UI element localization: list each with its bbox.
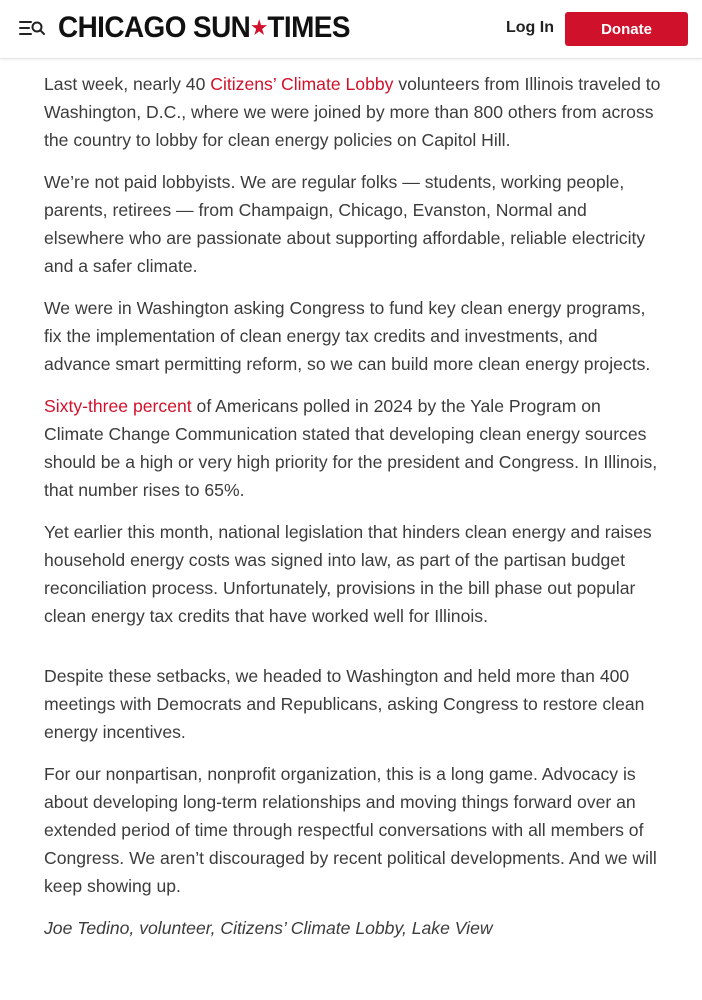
logo-text-right: TIMES — [267, 11, 350, 44]
sixty-three-percent-link[interactable]: Sixty-three percent — [44, 396, 192, 416]
paragraph-4-text-after: of Americans polled in 2024 by the Yale Program on Climate Change Communication stated that developing clean energy sources should be a high or very high priority for the president and Congress. In Illinois, that number rises to 65%. — [44, 396, 658, 500]
logo-text-left: CHICAGO SUN — [58, 11, 251, 44]
paragraph-6: Despite these setbacks, we headed to Washington and held more than 400 meetings with Democrats and Republicans, asking Congress to restore clean energy incentives. — [44, 666, 645, 742]
menu-search-icon[interactable] — [18, 17, 46, 41]
paragraph-7: For our nonpartisan, nonprofit organization, this is a long game. Advocacy is about developing long-term relationships and moving things forward over an extended period of time through respectful conversations with all members of Congress. We aren’t discouraged by recent political developments. And we will keep showing up. — [44, 764, 657, 896]
site-logo[interactable] — [58, 11, 350, 45]
paragraph-5: Yet earlier this month, national legislation that hinders clean energy and raises household energy costs was signed into law, as part of the partisan budget reconciliation process. Unfortunately, provisions in the bill phase out popular clean energy tax credits that have worked well for Illinois. — [44, 522, 652, 626]
article-body — [44, 70, 664, 956]
login-link[interactable]: Log In — [506, 19, 554, 36]
paragraph-3: We were in Washington asking Congress to fund key clean energy programs, fix the implementation of clean energy tax credits and investments, and advance smart permitting reform, so we can build more clean energy projects. — [44, 298, 651, 374]
paragraph-1-text-after: volunteers from Illinois traveled to Washington, D.C., where we were joined by more than 800 others from across the country to lobby for clean energy policies on Capitol Hill. — [44, 74, 661, 150]
paragraph-1 — [44, 70, 664, 154]
citizens-climate-lobby-link[interactable]: Citizens’ Climate Lobby — [210, 74, 394, 94]
site-header — [0, 0, 702, 59]
paragraph-2: We’re not paid lobbyists. We are regular folks — students, working people, parents, retirees — from Champaign, Chicago, Evanston, Normal and elsewhere who are passionate about supporting affordable, reliable electricity and a safer climate. — [44, 172, 646, 276]
logo-star-icon: ★ — [251, 18, 267, 39]
donate-button[interactable]: Donate — [565, 12, 688, 46]
paragraph-4 — [44, 392, 664, 504]
paragraph-1-text-before: Last week, nearly 40 — [44, 74, 211, 94]
signature: Joe Tedino, volunteer, Citizens’ Climate Lobby, Lake View — [44, 918, 493, 938]
